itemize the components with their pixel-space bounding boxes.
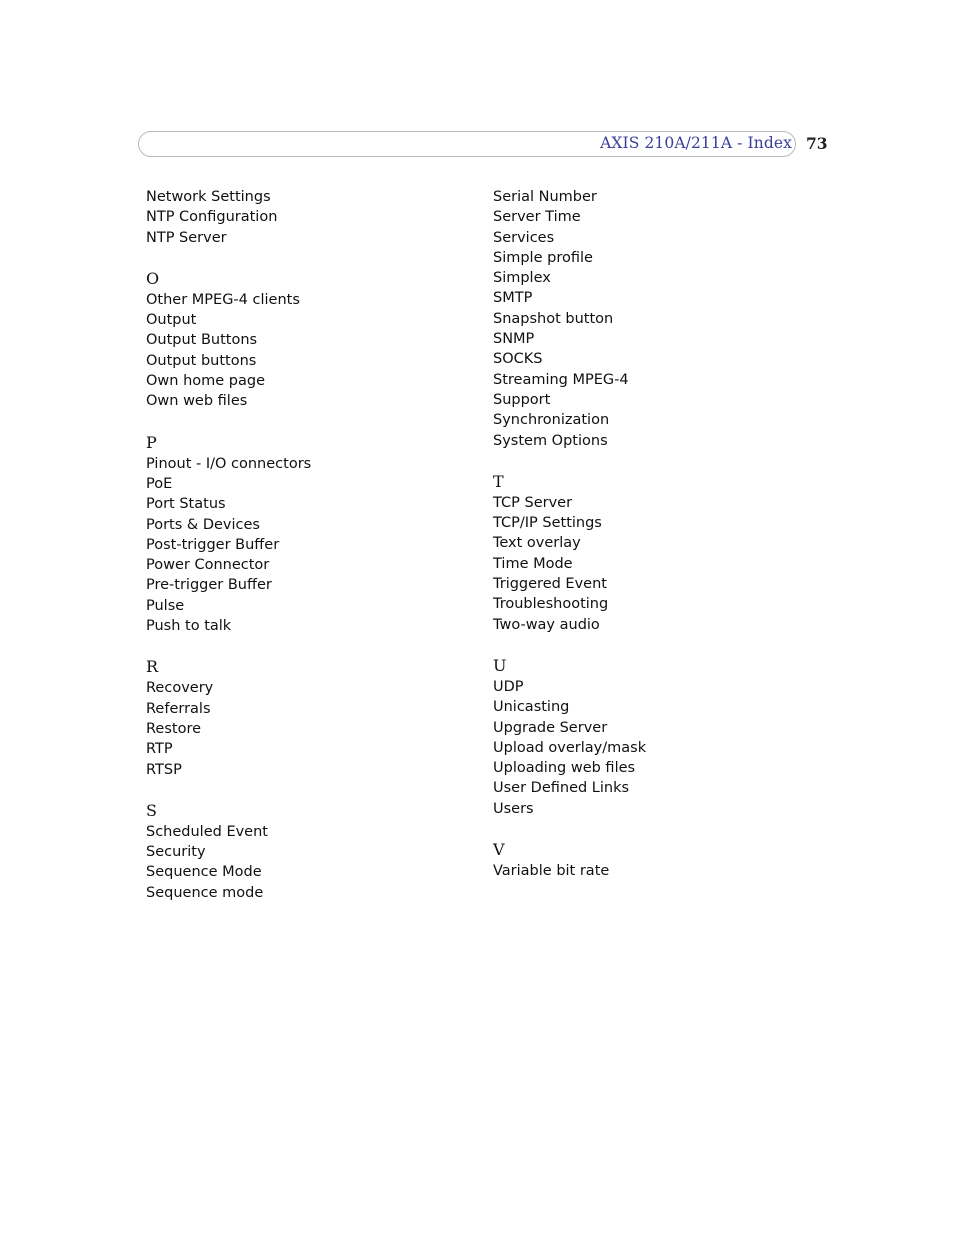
index-entry[interactable]: Sequence mode [146,884,264,901]
page-number: 73 [806,134,828,153]
index-entry[interactable]: RTSP [146,761,182,778]
index-entry[interactable]: Output [146,312,197,329]
index-entry[interactable]: Referrals [146,700,211,717]
index-group [493,840,793,881]
index-entry[interactable]: Support [493,391,551,408]
index-entry[interactable]: Upload overlay/mask [493,739,647,756]
index-entry[interactable]: Serial Number [493,189,597,205]
index-entry[interactable]: Other MPEG-4 clients [146,291,300,308]
index-entry[interactable]: RTP [146,741,173,758]
index-entry[interactable]: Services [493,229,555,246]
index-entry[interactable]: Time Mode [493,555,573,572]
index-letter-heading: T [493,471,504,491]
index-letter-heading: O [146,268,160,288]
index-entry[interactable]: Own home page [146,373,266,390]
index-entry[interactable]: Pulse [146,597,185,614]
index-entry[interactable]: Text overlay [493,535,581,552]
index-letter-heading: R [146,657,159,677]
index-entry[interactable]: Unicasting [493,699,570,716]
index-entry[interactable]: Own web files [146,393,248,410]
index-group [493,472,793,635]
running-header-title: AXIS 210A/211A - Index [600,134,792,152]
index-entry[interactable]: SMTP [493,290,533,307]
index-entry[interactable]: System Options [493,432,608,449]
index-letter-heading: U [493,655,507,675]
index-entry[interactable]: Security [146,844,206,861]
index-entry[interactable]: Users [493,800,534,817]
index-group [146,433,446,637]
index-entry[interactable]: SOCKS [493,351,543,368]
index-entry[interactable]: Upgrade Server [493,719,608,736]
index-entry[interactable]: Post-trigger Buffer [146,536,280,553]
index-entry[interactable]: NTP Server [146,229,227,246]
index-entry[interactable]: Pre-trigger Buffer [146,577,272,594]
index-entry[interactable]: Restore [146,720,202,737]
index-entry[interactable]: PoE [146,475,173,492]
index-group [146,801,446,903]
index-group [146,187,446,248]
index-entry[interactable]: Scheduled Event [146,823,268,840]
index-entry[interactable]: Power Connector [146,557,270,574]
index-entry[interactable]: Snapshot button [493,310,614,327]
index-entry[interactable]: Sequence Mode [146,864,262,881]
index-column-left [146,187,446,924]
index-letter-heading: P [146,432,157,452]
index-entry[interactable]: Triggered Event [493,576,607,593]
index-entry[interactable]: Recovery [146,680,214,697]
index-entry[interactable]: Output buttons [146,352,257,369]
index-entry[interactable]: UDP [493,678,524,695]
index-entry[interactable]: Uploading web files [493,760,636,777]
index-entry[interactable]: Output Buttons [146,332,258,349]
index-entry[interactable]: Two-way audio [493,616,600,633]
index-letter-heading: V [493,840,505,860]
index-group [493,187,793,451]
index-entry[interactable]: TCP Server [493,494,573,511]
index-group [146,269,446,412]
index-entry[interactable]: Streaming MPEG-4 [493,371,629,388]
index-entry[interactable]: Server Time [493,209,581,226]
index-entry[interactable]: Variable bit rate [493,863,610,880]
index-group [493,656,793,819]
index-column-right [493,187,793,902]
index-letter-heading: S [146,800,157,820]
index-entry[interactable]: TCP/IP Settings [493,515,602,532]
index-entry[interactable]: Pinout - I/O connectors [146,455,312,472]
index-entry[interactable]: Push to talk [146,618,232,635]
index-entry[interactable]: Troubleshooting [493,596,609,613]
index-entry[interactable]: Network Settings [146,189,271,205]
index-entry[interactable]: Simplex [493,270,551,287]
index-entry[interactable]: Synchronization [493,412,610,429]
index-entry[interactable]: Ports & Devices [146,516,260,533]
index-entry[interactable]: Simple profile [493,249,593,266]
index-group [146,657,446,779]
index-entry[interactable]: SNMP [493,331,535,348]
index-entry[interactable]: Port Status [146,496,226,513]
index-entry[interactable]: User Defined Links [493,780,630,797]
index-entry[interactable]: NTP Configuration [146,209,278,226]
